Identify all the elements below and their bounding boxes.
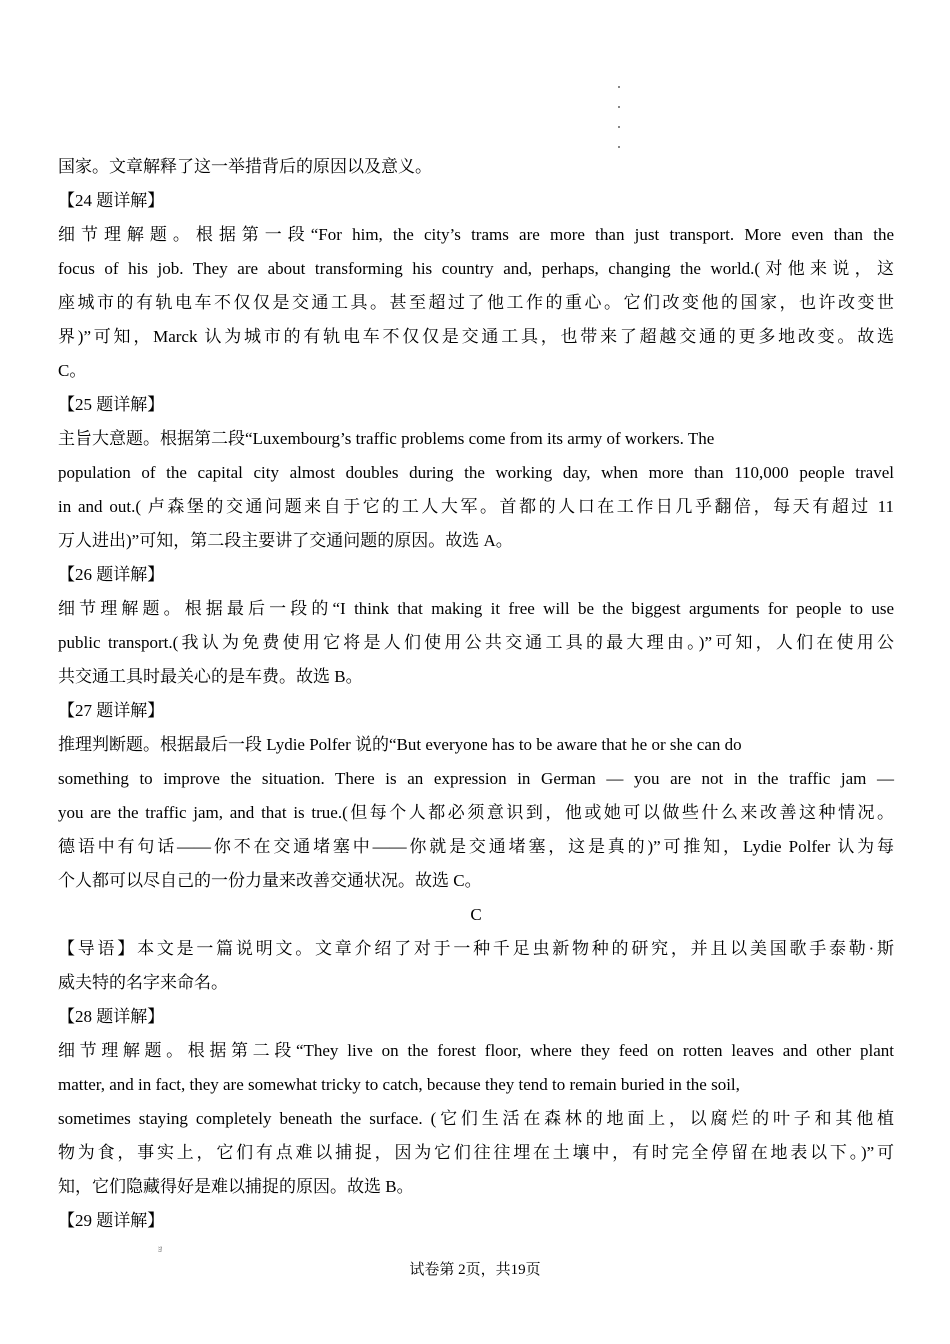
text-line: 【27 题详解】 xyxy=(58,701,165,720)
decoration-dot xyxy=(618,126,620,128)
text-line: focus of his job. They are about transforming his country and, perhaps, changing the world.(对他来说，这 xyxy=(58,259,894,278)
text-line: 细节理解题。根据第一段“For him, the city’s trams are more than just transport. More even than the xyxy=(58,225,894,244)
text-line: 【导语】本文是一篇说明文。文章介绍了对于一种千足虫新物种的研究，并且以美国歌手泰勒·斯 xyxy=(58,939,894,958)
text-line: 国家。文章解释了这一举措背后的原因以及意义。 xyxy=(58,157,432,176)
text-line: 共交通工具时最关心的是车费。故选 B。 xyxy=(58,667,363,686)
text-line: 【26 题详解】 xyxy=(58,565,165,584)
text-line: 知，它们隐藏得好是难以捕捉的原因。故选 B。 xyxy=(58,1177,414,1196)
text-line: public transport.(我认为免费使用它将是人们使用公共交通工具的最大理由。)”可知，人们在使用公 xyxy=(58,633,894,652)
text-line: 细节理解题。根据第二段“They live on the forest floor, where they feed on rotten leaves and other plant xyxy=(58,1041,894,1060)
text-line: sometimes staying completely beneath the surface. (它们生活在森林的地面上，以腐烂的叶子和其他植 xyxy=(58,1109,894,1128)
page-number-label: 试卷第 2页，共19页 xyxy=(409,1262,541,1278)
text-line: something to improve the situation. There is an expression in German — you are not in the traffic jam — xyxy=(58,769,894,788)
text-line: 细节理解题。根据最后一段的“I think that making it free will be the biggest arguments for people to use xyxy=(58,599,894,618)
text-line: 【29 题详解】 xyxy=(58,1211,165,1230)
text-line: population of the capital city almost doubles during the working day, when more than 110,000 people travel xyxy=(58,463,894,482)
text-line: 座城市的有轨电车不仅仅是交通工具。甚至超过了他工作的重心。它们改变他的国家，也许改变世 xyxy=(58,293,894,312)
text-line: 万人进出)”可知，第二段主要讲了交通问题的原因。故选 A。 xyxy=(58,531,513,550)
text-line: 【24 题详解】 xyxy=(58,191,165,210)
decoration-dot xyxy=(618,86,620,88)
text-line: you are the traffic jam, and that is true.(但每个人都必须意识到，他或她可以做些什么来改善这种情况。 xyxy=(58,803,894,822)
text-line: C。 xyxy=(58,361,87,380)
text-line: 【25 题详解】 xyxy=(58,395,165,414)
page-footer xyxy=(0,1259,950,1281)
text-line: 主旨大意题。根据第二段“Luxembourg’s traffic problems come from its army of workers. The xyxy=(58,429,715,448)
answer-explanation-text xyxy=(58,150,894,1238)
text-line: 物为食，事实上，它们有点难以捕捉，因为它们往往埋在土壤中，有时完全停留在地表以下。)”可 xyxy=(58,1143,894,1162)
text-line: matter, and in fact, they are somewhat tricky to catch, because they tend to remain buried in the soil, xyxy=(58,1075,740,1094)
text-line: 德语中有句话——你不在交通堵塞中——你就是交通堵塞，这是真的)”可推知，Lydie Polfer 认为每 xyxy=(58,837,894,856)
text-line: 【28 题详解】 xyxy=(58,1007,165,1026)
decoration-dot xyxy=(618,106,620,108)
text-line: 界)”可知，Marck 认为城市的有轨电车不仅仅是交通工具，也带来了超越交通的更多地改变。故选 xyxy=(58,327,894,346)
text-line: in and out.( 卢森堡的交通问题来自于它的工人大军。首都的人口在工作日几乎翻倍，每天有超过 11 xyxy=(58,497,894,516)
text-line: 个人都可以尽自己的一份力量来改善交通状况。故选 C。 xyxy=(58,871,482,890)
text-line: 推理判断题。根据最后一段 Lydie Polfer 说的“But everyone has to be aware that he or she can do xyxy=(58,735,742,754)
section-letter: C xyxy=(470,905,482,924)
margin-mark: ﾖ xyxy=(158,1245,162,1254)
text-line: 威夫特的名字来命名。 xyxy=(58,973,228,992)
decoration-dot xyxy=(618,146,620,148)
